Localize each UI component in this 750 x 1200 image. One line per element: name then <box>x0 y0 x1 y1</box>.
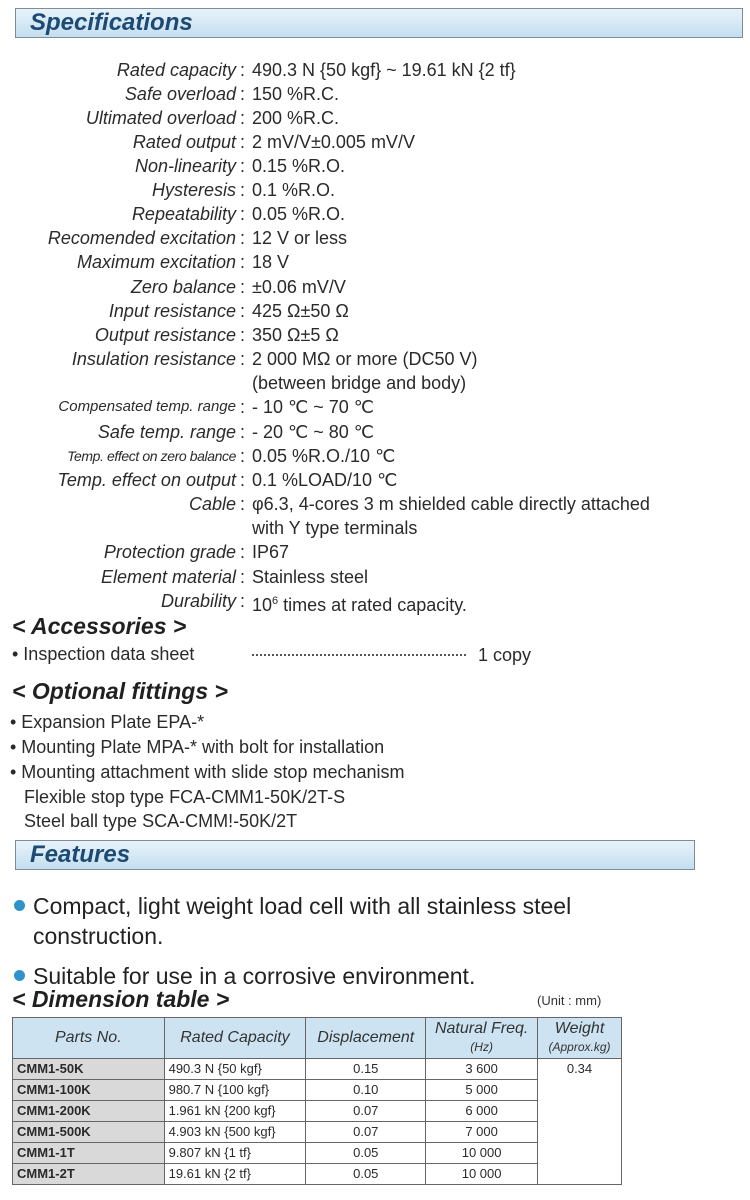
spec-row <box>0 130 750 154</box>
spec-value <box>252 589 467 617</box>
header-displacement: Displacement <box>306 1018 426 1059</box>
spec-label: Safe overload <box>124 84 236 104</box>
optional-item: • Mounting Plate MPA-* with bolt for installation <box>10 737 385 757</box>
part-no: CMM1-200K <box>13 1101 165 1122</box>
spec-label: Rated capacity <box>116 60 236 80</box>
spec-label: Ultimated overload <box>85 108 236 128</box>
spec-row <box>0 589 750 613</box>
spec-colon: : <box>240 252 246 272</box>
features-title: Features <box>30 841 131 868</box>
header-weight-unit: (Approx.kg) <box>548 1040 611 1054</box>
spec-colon: : <box>240 180 246 200</box>
bullet-icon <box>14 970 25 981</box>
spec-row <box>0 82 750 106</box>
spec-colon: : <box>240 301 246 321</box>
spec-label: Recomended excitation <box>47 228 236 248</box>
spec-colon: : <box>240 470 246 490</box>
spec-value: 490.3 N {50 kgf} ~ 19.61 kN {2 tf} <box>252 60 516 80</box>
spec-value: 0.05 %R.O./10 ℃ <box>252 446 396 466</box>
spec-value: 0.1 %LOAD/10 ℃ <box>252 470 398 490</box>
natural-freq: 10 000 <box>426 1143 538 1164</box>
feature-text: Compact, light weight load cell with all stainless steel <box>33 893 572 919</box>
natural-freq: 7 000 <box>426 1122 538 1143</box>
header-freq <box>426 1018 538 1059</box>
header-weight-label: Weight <box>554 1020 605 1037</box>
spec-row <box>0 468 750 492</box>
feature-item <box>14 891 571 951</box>
capacity: 4.903 kN {500 kgf} <box>164 1122 306 1143</box>
spec-row <box>0 347 750 371</box>
spec-label: Temp. effect on zero balance <box>67 448 236 464</box>
capacity: 19.61 kN {2 tf} <box>164 1164 306 1185</box>
spec-label: Non-linearity <box>134 156 236 176</box>
spec-row <box>0 444 750 468</box>
part-no: CMM1-1T <box>13 1143 165 1164</box>
part-no: CMM1-2T <box>13 1164 165 1185</box>
table-row <box>13 1164 622 1185</box>
spec-label: Element material <box>100 567 236 587</box>
spec-label: Cable <box>188 494 236 514</box>
dimension-table <box>12 1017 622 1185</box>
spec-row <box>0 420 750 444</box>
part-no: CMM1-100K <box>13 1080 165 1101</box>
dimension-table-heading: < Dimension table > <box>12 986 230 1012</box>
header-weight <box>538 1018 622 1059</box>
displacement: 0.05 <box>306 1143 426 1164</box>
table-row <box>13 1122 622 1143</box>
spec-label: Rated output <box>132 132 236 152</box>
spec-row <box>0 202 750 226</box>
spec-colon: : <box>240 84 246 104</box>
spec-row <box>0 106 750 130</box>
accessories-heading: < Accessories > <box>12 613 187 639</box>
natural-freq: 6 000 <box>426 1101 538 1122</box>
spec-colon: : <box>240 204 246 224</box>
feature-text: construction. <box>33 923 164 949</box>
header-capacity: Rated Capacity <box>164 1018 306 1059</box>
spec-colon: : <box>240 397 246 417</box>
leader-dots <box>252 652 466 656</box>
spec-row <box>0 154 750 178</box>
capacity: 490.3 N {50 kgf} <box>164 1059 306 1080</box>
specifications-header-bar <box>15 8 743 38</box>
spec-colon: : <box>240 446 246 466</box>
spec-row <box>0 323 750 347</box>
spec-value: - 20 ℃ ~ 80 ℃ <box>252 422 374 442</box>
spec-row <box>0 540 750 564</box>
durability-text: times at rated capacity. <box>278 595 467 615</box>
spec-colon: : <box>240 277 246 297</box>
header-freq-unit: (Hz) <box>470 1040 493 1054</box>
spec-label: Insulation resistance <box>71 349 236 369</box>
spec-value: (between bridge and body) <box>252 373 467 393</box>
spec-row <box>0 226 750 250</box>
optional-subitem: Steel ball type SCA-CMM!-50K/2T <box>24 811 298 831</box>
spec-value: 0.15 %R.O. <box>252 156 346 176</box>
spec-label: Safe temp. range <box>97 422 236 442</box>
optional-item: • Mounting attachment with slide stop mechanism <box>10 762 405 782</box>
displacement: 0.10 <box>306 1080 426 1101</box>
spec-value: 350 Ω±5 Ω <box>252 325 339 345</box>
spec-colon: : <box>240 108 246 128</box>
spec-value: 12 V or less <box>252 228 348 248</box>
spec-label: Protection grade <box>103 542 236 562</box>
spec-label: Input resistance <box>108 301 236 321</box>
spec-value: 0.1 %R.O. <box>252 180 336 200</box>
spec-label: Repeatability <box>131 204 236 224</box>
weight: 0.34 <box>538 1059 622 1185</box>
spec-colon: : <box>240 422 246 442</box>
spec-colon: : <box>240 591 246 611</box>
accessories-item: • Inspection data sheet <box>12 644 195 664</box>
bullet-icon <box>14 900 25 911</box>
spec-value: with Y type terminals <box>252 518 418 538</box>
spec-value: Stainless steel <box>252 567 369 587</box>
spec-value: 0.05 %R.O. <box>252 204 346 224</box>
table-row <box>13 1101 622 1122</box>
table-row <box>13 1143 622 1164</box>
spec-row <box>0 250 750 274</box>
spec-label: Durability <box>160 591 236 611</box>
durability-base: 10 <box>252 595 273 615</box>
natural-freq: 10 000 <box>426 1164 538 1185</box>
table-header-row <box>13 1018 622 1059</box>
optional-item: • Expansion Plate EPA-* <box>10 712 205 732</box>
capacity: 9.807 kN {1 tf} <box>164 1143 306 1164</box>
spec-value: ±0.06 mV/V <box>252 277 346 297</box>
optional-fittings-heading: < Optional fittings > <box>12 678 228 704</box>
spec-colon: : <box>240 349 246 369</box>
spec-colon: : <box>240 156 246 176</box>
spec-label: Maximum excitation <box>76 252 236 272</box>
spec-row-continuation <box>0 371 750 395</box>
spec-label: Output resistance <box>94 325 236 345</box>
spec-value: 200 %R.C. <box>252 108 340 128</box>
spec-row <box>0 275 750 299</box>
spec-colon: : <box>240 567 246 587</box>
header-freq-label: Natural Freq. <box>434 1020 529 1037</box>
part-no: CMM1-500K <box>13 1122 165 1143</box>
natural-freq: 5 000 <box>426 1080 538 1101</box>
specifications-title: Specifications <box>30 9 193 36</box>
spec-colon: : <box>240 542 246 562</box>
spec-row <box>0 565 750 589</box>
spec-label: Compensated temp. range <box>58 398 236 415</box>
spec-colon: : <box>240 132 246 152</box>
table-row <box>13 1080 622 1101</box>
displacement: 0.07 <box>306 1101 426 1122</box>
feature-text: Suitable for use in a corrosive environment. <box>33 963 476 989</box>
optional-subitem: Flexible stop type FCA-CMM1-50K/2T-S <box>24 787 346 807</box>
spec-label: Temp. effect on output <box>57 470 236 490</box>
spec-row <box>0 58 750 82</box>
part-no: CMM1-50K <box>13 1059 165 1080</box>
unit-label: (Unit : mm) <box>537 993 602 1008</box>
displacement: 0.15 <box>306 1059 426 1080</box>
spec-value: 2 000 MΩ or more (DC50 V) <box>252 349 478 369</box>
spec-value: - 10 ℃ ~ 70 ℃ <box>252 397 374 417</box>
displacement: 0.05 <box>306 1164 426 1185</box>
features-header-bar <box>15 840 695 870</box>
spec-value: φ6.3, 4-cores 3 m shielded cable directly attached <box>252 494 650 514</box>
spec-row <box>0 299 750 323</box>
capacity: 1.961 kN {200 kgf} <box>164 1101 306 1122</box>
spec-value: 2 mV/V±0.005 mV/V <box>252 132 415 152</box>
spec-label: Hysteresis <box>151 180 236 200</box>
spec-value: 425 Ω±50 Ω <box>252 301 349 321</box>
spec-value: IP67 <box>252 542 290 562</box>
capacity: 980.7 N {100 kgf} <box>164 1080 306 1101</box>
spec-row <box>0 178 750 202</box>
accessories-qty: 1 copy <box>478 645 532 665</box>
displacement: 0.07 <box>306 1122 426 1143</box>
spec-row-continuation <box>0 516 750 540</box>
spec-colon: : <box>240 60 246 80</box>
durability-exponent: 6 <box>272 595 279 607</box>
spec-colon: : <box>240 494 246 514</box>
spec-colon: : <box>240 228 246 248</box>
spec-value: 18 V <box>252 252 290 272</box>
natural-freq: 3 600 <box>426 1059 538 1080</box>
table-row <box>13 1059 622 1080</box>
header-parts: Parts No. <box>13 1018 165 1059</box>
spec-colon: : <box>240 325 246 345</box>
spec-row <box>0 492 750 516</box>
spec-label: Zero balance <box>130 277 236 297</box>
spec-row <box>0 395 750 419</box>
spec-value: 150 %R.C. <box>252 84 340 104</box>
